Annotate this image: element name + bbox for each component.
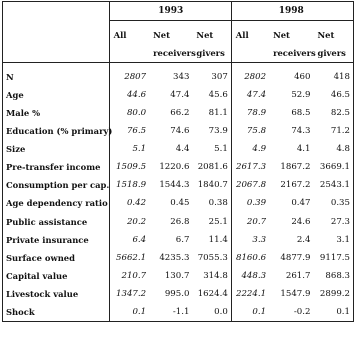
table-cell: 0.45: [170, 198, 190, 209]
col-net-receivers-1998-top: Net: [273, 30, 290, 41]
table-cell: 1840.7: [192, 176, 231, 194]
table-cell: 7055.3: [192, 249, 231, 267]
table-cell: 2802: [244, 72, 267, 83]
table-cell: 4.1: [296, 144, 311, 155]
statistics-table: [2, 1, 354, 322]
corner-cell: [3, 2, 110, 63]
table-row: [3, 194, 354, 212]
table-cell: 45.6: [192, 86, 231, 104]
table-row: [3, 86, 354, 104]
table-cell: 210.7: [121, 270, 147, 281]
row-label: Education (% primary): [3, 122, 110, 140]
year-1993-pad: [109, 2, 149, 21]
table-cell: 6.4: [132, 234, 147, 245]
table-cell: 314.8: [192, 267, 231, 285]
table-cell: 261.7: [285, 270, 311, 281]
table-cell: 3669.1: [313, 158, 353, 176]
table-cell: 307: [192, 68, 231, 86]
table-cell: -1.1: [149, 303, 192, 322]
table-row: [3, 213, 354, 231]
table-cell: 3.3: [252, 234, 267, 245]
table-row: [3, 303, 354, 322]
table-cell: 4235.3: [159, 252, 190, 263]
row-label: Public assistance: [3, 213, 110, 231]
table-cell: 81.1: [192, 104, 231, 122]
table-cell: 8160.6: [235, 252, 267, 263]
table-cell: 2807: [124, 72, 147, 83]
table-cell: 2899.2: [313, 285, 353, 303]
table-cell: 66.2: [170, 108, 190, 119]
year-1998-pad: [231, 2, 269, 21]
table-cell: -0.2: [269, 303, 313, 322]
table-cell: 4.8: [313, 140, 353, 158]
table-cell: 130.7: [164, 270, 190, 281]
table-cell: 71.2: [313, 122, 353, 140]
row-label: Private insurance: [3, 231, 110, 249]
table-cell: 2167.2: [280, 180, 311, 191]
col-net-givers-1993-top: Net: [192, 26, 231, 44]
table-cell: 25.1: [192, 213, 231, 231]
year-1993-heading: 1993: [149, 2, 192, 21]
year-1993-pad-right: [192, 2, 231, 21]
col-net-givers-1993-bottom: givers: [192, 44, 231, 63]
table-cell: 4.9: [252, 144, 267, 155]
table-cell: 76.5: [126, 126, 147, 137]
table-cell: 47.4: [170, 90, 190, 101]
table-cell: 2543.1: [313, 176, 353, 194]
table-cell: 73.9: [192, 122, 231, 140]
table-cell: 80.0: [126, 108, 147, 119]
table-cell: 20.2: [126, 216, 147, 227]
col-net-receivers-1993-bottom: receivers: [153, 48, 196, 59]
col-net-receivers-1993-top: Net: [153, 30, 170, 41]
table-cell: 448.3: [241, 270, 267, 281]
row-label: Age: [3, 86, 110, 104]
table-cell: 1544.3: [159, 180, 190, 191]
table-cell: 0.1: [313, 303, 353, 322]
col-net-receivers-1998-bottom: receivers: [273, 48, 316, 59]
table-cell: 4877.9: [280, 252, 311, 263]
table-cell: 11.4: [192, 231, 231, 249]
table-row: [3, 122, 354, 140]
table-cell: 2.4: [296, 234, 311, 245]
table-body: [3, 68, 354, 321]
table-cell: 1547.9: [280, 288, 311, 299]
table-cell: 0.35: [313, 194, 353, 212]
table-row: [3, 140, 354, 158]
table-cell: 2617.3: [235, 162, 267, 173]
row-label: Size: [3, 140, 110, 158]
table-cell: 2224.1: [235, 288, 267, 299]
row-label: N: [3, 68, 110, 86]
table-cell: 343: [173, 72, 190, 83]
table-cell: 5662.1: [116, 252, 147, 263]
table-cell: 2067.8: [235, 180, 267, 191]
row-label: Surface owned: [3, 249, 110, 267]
table-cell: 47.4: [246, 90, 267, 101]
row-label: Pre-transfer income: [3, 158, 110, 176]
table-cell: 44.6: [126, 90, 147, 101]
table-cell: 418: [313, 68, 353, 86]
table-cell: 2081.6: [192, 158, 231, 176]
table-cell: 0.47: [291, 198, 311, 209]
table-cell: 52.9: [291, 90, 311, 101]
table-cell: 46.5: [313, 86, 353, 104]
table-cell: 78.9: [246, 108, 267, 119]
table-cell: 4.4: [175, 144, 190, 155]
table-cell: 1867.2: [280, 162, 311, 173]
table-row: [3, 267, 354, 285]
table-row: [3, 104, 354, 122]
row-label: Capital value: [3, 267, 110, 285]
row-label: Livestock value: [3, 285, 110, 303]
table-cell: 75.8: [246, 126, 267, 137]
table-cell: 1347.2: [116, 288, 147, 299]
table-cell: 0.0: [192, 303, 231, 322]
table-row: [3, 231, 354, 249]
col-all-1993: All: [113, 30, 127, 41]
col-all-1993-blank: [109, 44, 149, 63]
year-header-row: [3, 2, 354, 21]
table-cell: 995.0: [164, 288, 190, 299]
table-cell: 460: [294, 72, 311, 83]
table-cell: 1518.9: [116, 180, 147, 191]
row-label: Age dependency ratio: [3, 194, 110, 212]
row-label: Shock: [3, 303, 110, 322]
row-label: Consumption per cap.: [3, 176, 110, 194]
table-cell: 1220.6: [159, 162, 190, 173]
table-cell: 74.3: [291, 126, 311, 137]
table-cell: 3.1: [313, 231, 353, 249]
table-cell: 868.3: [313, 267, 353, 285]
year-1998-pad-right: [313, 2, 353, 21]
table-cell: 1624.4: [192, 285, 231, 303]
table-cell: 74.6: [170, 126, 190, 137]
col-all-1998-blank: [231, 44, 269, 63]
table-row: [3, 158, 354, 176]
table-cell: 0.42: [126, 198, 147, 209]
table-cell: 0.1: [231, 303, 269, 322]
table-row: [3, 285, 354, 303]
table-cell: 20.7: [246, 216, 267, 227]
table-cell: 27.3: [313, 213, 353, 231]
table-row: [3, 249, 354, 267]
table-cell: 9117.5: [313, 249, 353, 267]
table-cell: 0.1: [109, 303, 149, 322]
table-cell: 6.7: [175, 234, 190, 245]
table-cell: 82.5: [313, 104, 353, 122]
table-cell: 5.1: [132, 144, 147, 155]
table-cell: 24.6: [291, 216, 311, 227]
table-row: [3, 68, 354, 86]
row-label: Male %: [3, 104, 110, 122]
col-all-1998: All: [235, 30, 249, 41]
table-cell: 5.1: [192, 140, 231, 158]
table-row: [3, 176, 354, 194]
col-net-givers-1998-top: Net: [313, 26, 353, 44]
table-cell: 0.38: [192, 194, 231, 212]
year-1998-heading: 1998: [269, 2, 313, 21]
table-cell: 68.5: [291, 108, 311, 119]
table-cell: 26.8: [170, 216, 190, 227]
table-cell: 1509.5: [116, 162, 147, 173]
table-cell: 0.39: [246, 198, 267, 209]
col-net-givers-1998-bottom: givers: [313, 44, 353, 63]
